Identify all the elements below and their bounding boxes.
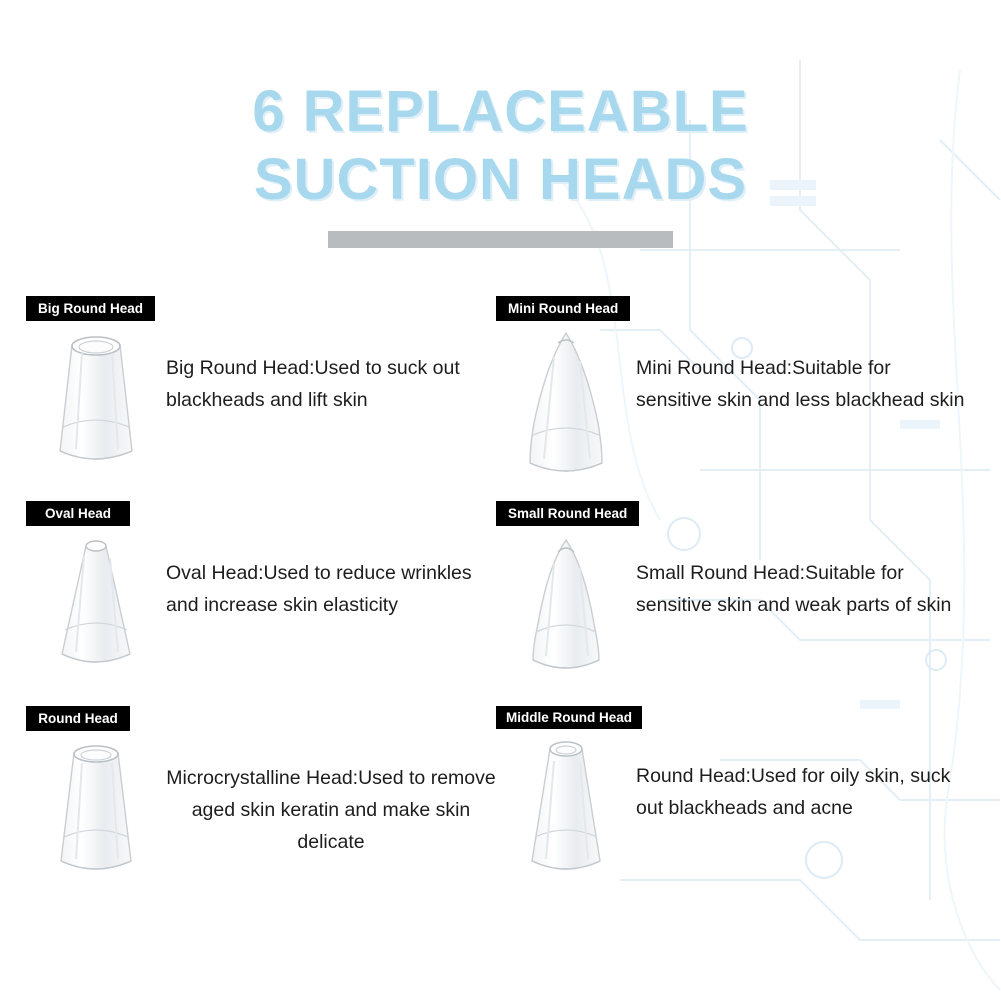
head-card-round: [26, 706, 496, 911]
page-title-line-2: SUCTION HEADS: [253, 147, 748, 213]
head-badge-label: Oval Head: [26, 501, 130, 527]
head-card-big-round: [26, 296, 496, 501]
suction-heads-grid: [0, 296, 1001, 911]
head-card-oval: [26, 501, 496, 706]
head-badge-label: Middle Round Head: [496, 706, 642, 730]
head-description: Microcrystalline Head:Used to remove aged skin keratin and make skin delicate: [166, 767, 496, 853]
page-header: [0, 0, 1001, 248]
head-badge-label: Mini Round Head: [496, 296, 630, 322]
head-card-middle-round: [496, 706, 966, 911]
head-description: Mini Round Head:Suitable for sensitive skin and less blackhead skin: [636, 357, 965, 411]
mini-round-nozzle-icon: [506, 327, 626, 492]
title-underline-bar: [328, 231, 673, 248]
middle-round-nozzle-icon: [506, 735, 626, 890]
round-nozzle-icon: [36, 737, 156, 887]
big-round-nozzle-icon: [36, 327, 156, 477]
head-description: Oval Head:Used to reduce wrinkles and increase skin elasticity: [166, 562, 472, 616]
head-badge-label: Small Round Head: [496, 501, 639, 527]
oval-nozzle-icon: [36, 532, 156, 682]
head-description: Round Head:Used for oily skin, suck out blackheads and acne: [636, 765, 951, 819]
page-title-line-1: 6 REPLACEABLE: [252, 79, 749, 144]
head-description: Big Round Head:Used to suck out blackheads and lift skin: [166, 357, 460, 411]
small-round-nozzle-icon: [506, 532, 626, 687]
head-card-mini-round: [496, 296, 966, 501]
head-description: Small Round Head:Suitable for sensitive skin and weak parts of skin: [636, 562, 952, 616]
head-badge-label: Round Head: [26, 706, 130, 732]
head-card-small-round: [496, 501, 966, 706]
head-badge-label: Big Round Head: [26, 296, 155, 322]
